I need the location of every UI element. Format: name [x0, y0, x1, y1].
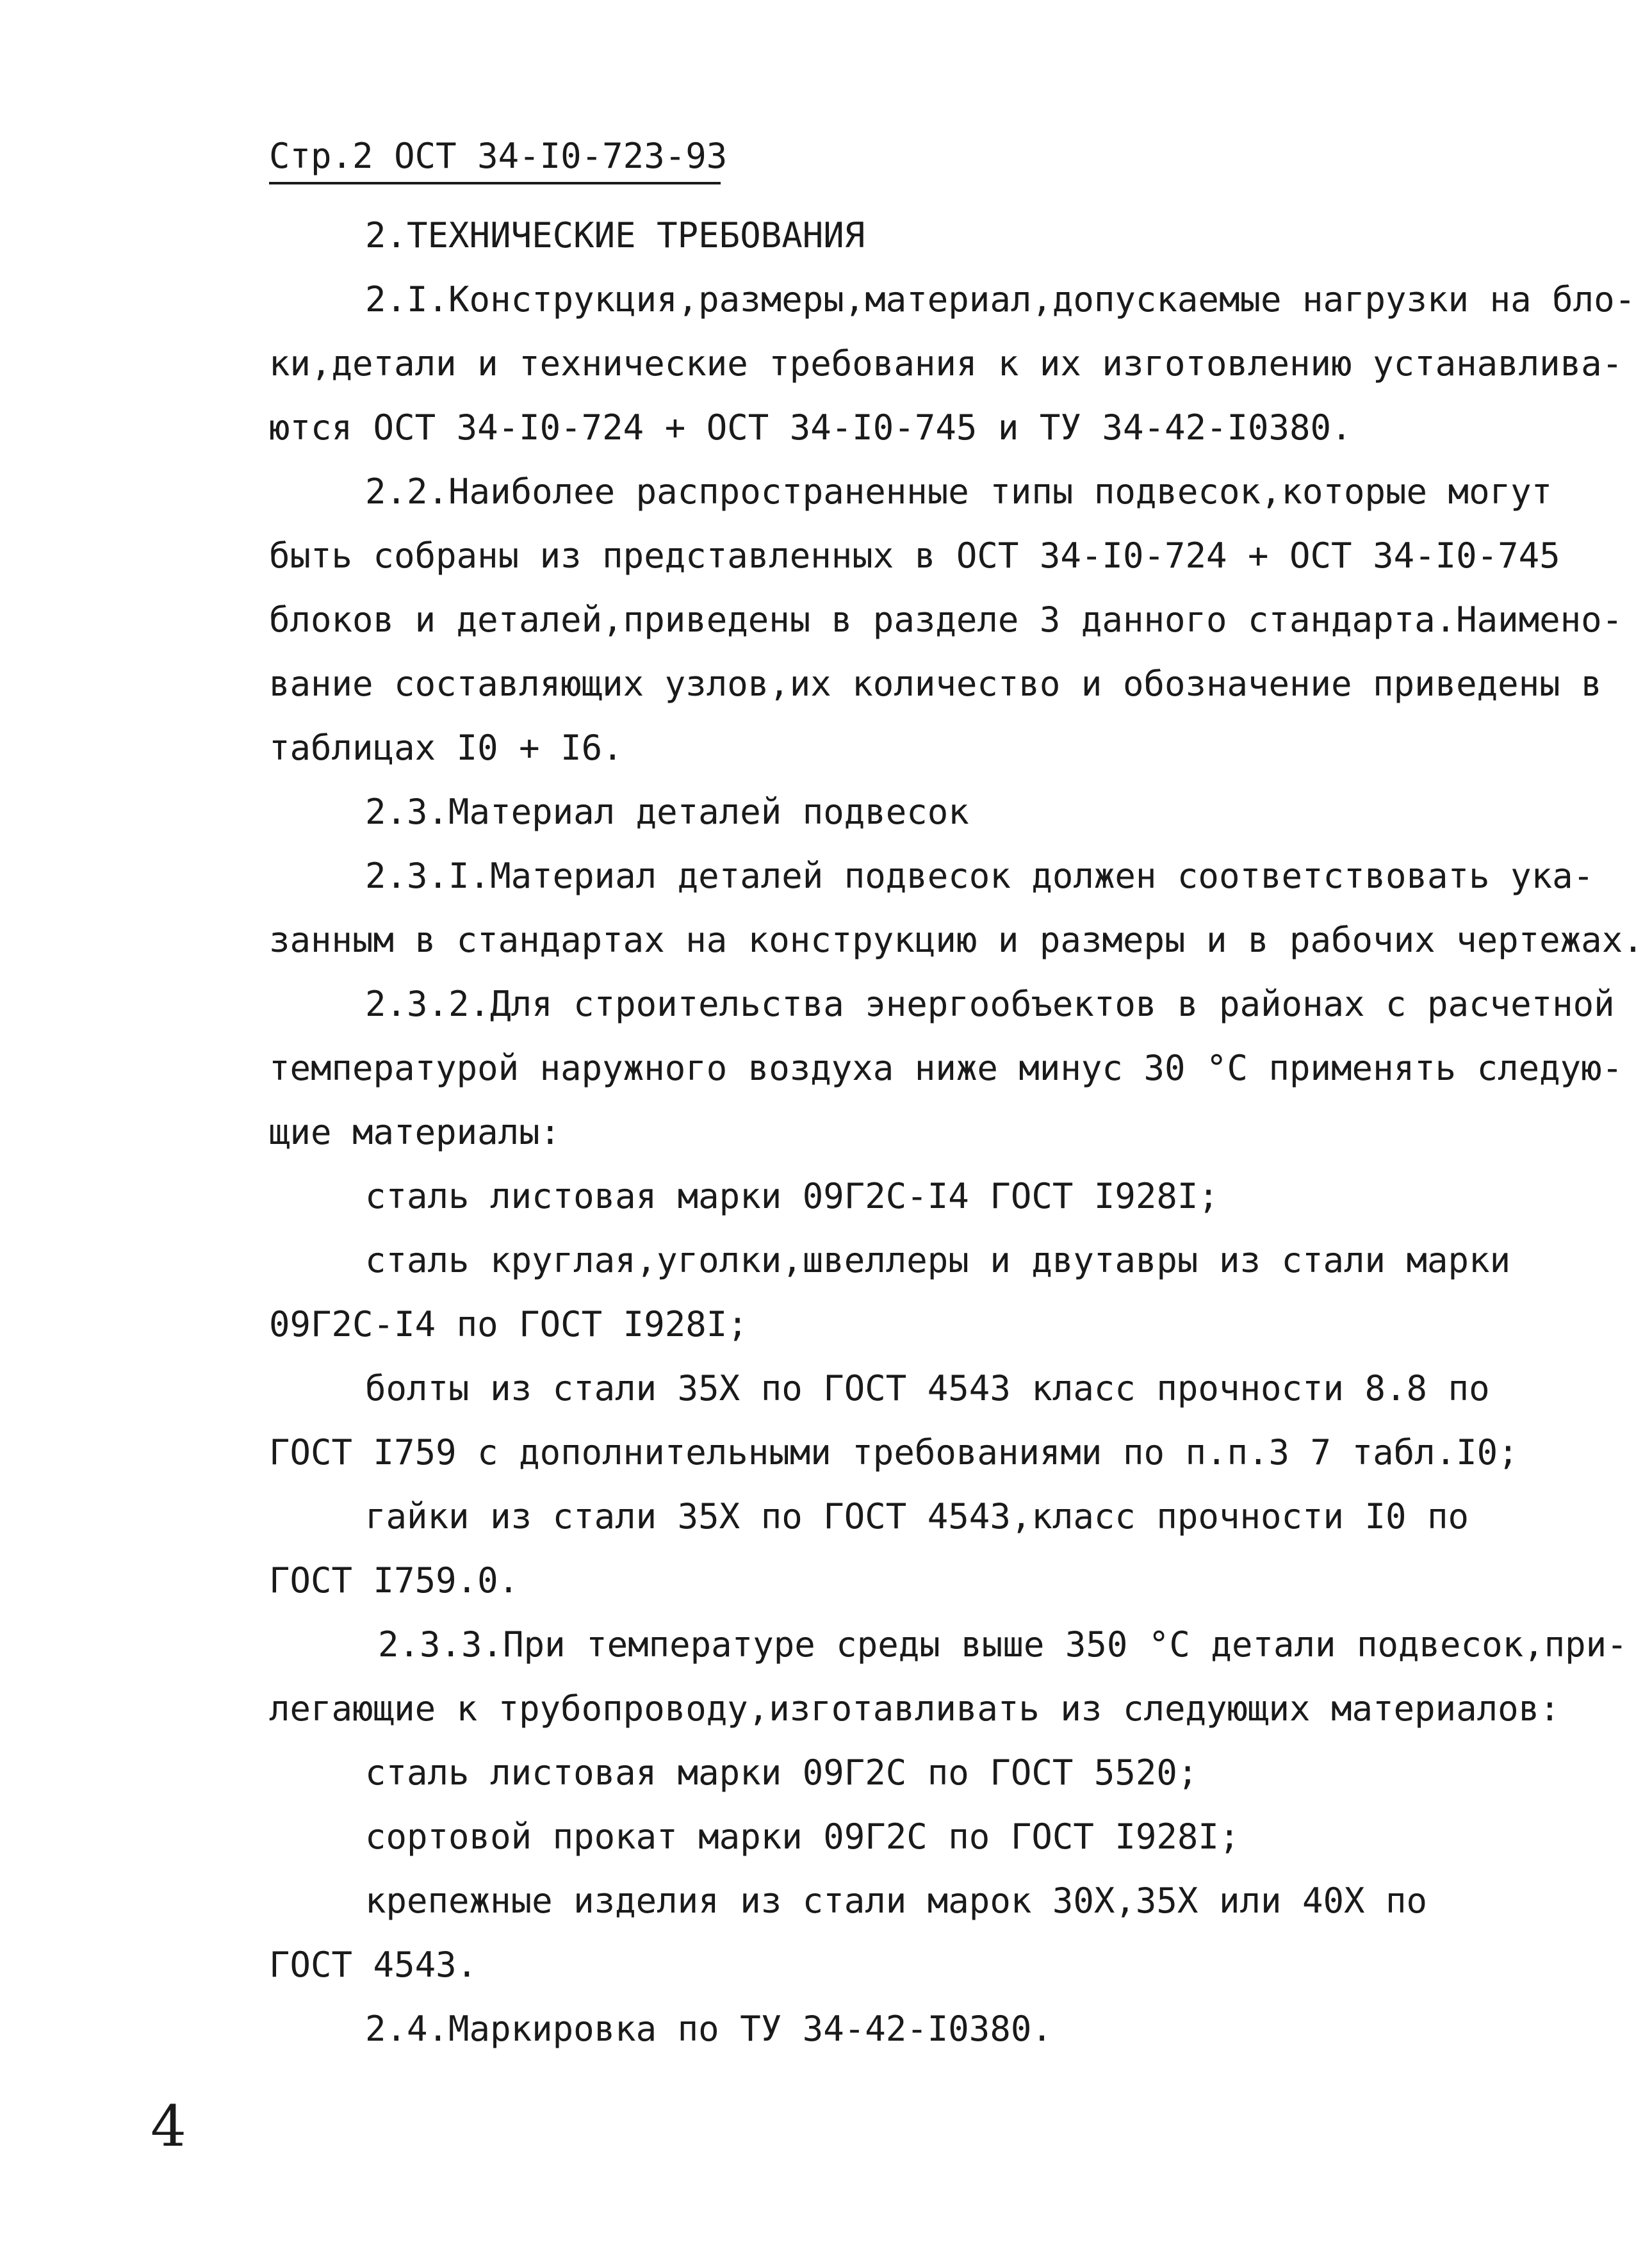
text-line: щие материалы: [269, 1112, 561, 1152]
text-line: ГОСТ I759 с дополнительными требованиями по п.п.3 7 табл.I0; [269, 1432, 1519, 1473]
text-line: 2.3.Материал деталей подвесок [365, 792, 969, 832]
text-line: ки,детали и технические требования к их изготовлению устанавлива- [269, 343, 1623, 384]
text-line: ГОСТ I759.0. [269, 1560, 519, 1601]
page-header: Стр.2 ОСТ 34-I0-723-93 [269, 136, 728, 176]
text-line: сортовой прокат марки 09Г2С по ГОСТ I928I; [365, 1816, 1240, 1857]
text-line: гайки из стали 35Х по ГОСТ 4543,класс прочности I0 по [365, 1496, 1469, 1537]
header-underline [269, 182, 721, 184]
text-line: быть собраны из представленных в ОСТ 34-I0-724 + ОСТ 34-I0-745 [269, 535, 1560, 576]
text-line: вание составляющих узлов,их количество и обозначение приведены в [269, 664, 1602, 704]
text-line: крепежные изделия из стали марок 30Х,35Х или 40Х по [365, 1881, 1428, 1921]
text-line: 2.4.Маркировка по ТУ 34-42-I0380. [365, 2009, 1052, 2049]
text-line: сталь листовая марки 09Г2С-I4 ГОСТ I928I; [365, 1176, 1219, 1216]
text-line: легающие к трубопроводу,изготавливать из следующих материалов: [269, 1688, 1560, 1729]
text-line: ГОСТ 4543. [269, 1945, 478, 1985]
text-line: таблицах I0 + I6. [269, 728, 623, 768]
page-number: 4 [151, 2093, 186, 2159]
text-line: 2.3.I.Материал деталей подвесок должен соответствовать ука- [365, 856, 1594, 896]
text-line: болты из стали 35Х по ГОСТ 4543 класс прочности 8.8 по [365, 1368, 1490, 1408]
text-line: блоков и деталей,приведены в разделе 3 данного стандарта.Наимено- [269, 600, 1623, 640]
text-line: 2.3.2.Для строительства энергообъектов в районах с расчетной [365, 984, 1615, 1024]
text-line: сталь круглая,уголки,швеллеры и двутавры из стали марки [365, 1240, 1511, 1280]
section-heading: 2.ТЕХНИЧЕСКИЕ ТРЕБОВАНИЯ [365, 215, 865, 256]
text-line: ются ОСТ 34-I0-724 + ОСТ 34-I0-745 и ТУ 34-42-I0380. [269, 407, 1352, 448]
text-line: 2.2.Наиболее распространенные типы подвесок,которые могут [365, 471, 1553, 512]
text-line: температурой наружного воздуха ниже минус 30 °С применять следую- [269, 1048, 1623, 1088]
text-line: занным в стандартах на конструкцию и размеры и в рабочих чертежах. [269, 920, 1644, 960]
text-line: 09Г2С-I4 по ГОСТ I928I; [269, 1304, 748, 1344]
text-line: сталь листовая марки 09Г2С по ГОСТ 5520; [365, 1752, 1198, 1793]
text-line: 2.I.Конструкция,размеры,материал,допускаемые нагрузки на бло- [365, 279, 1636, 320]
text-line: 2.3.3.При температуре среды выше 350 °С детали подвесок,при- [378, 1624, 1628, 1665]
